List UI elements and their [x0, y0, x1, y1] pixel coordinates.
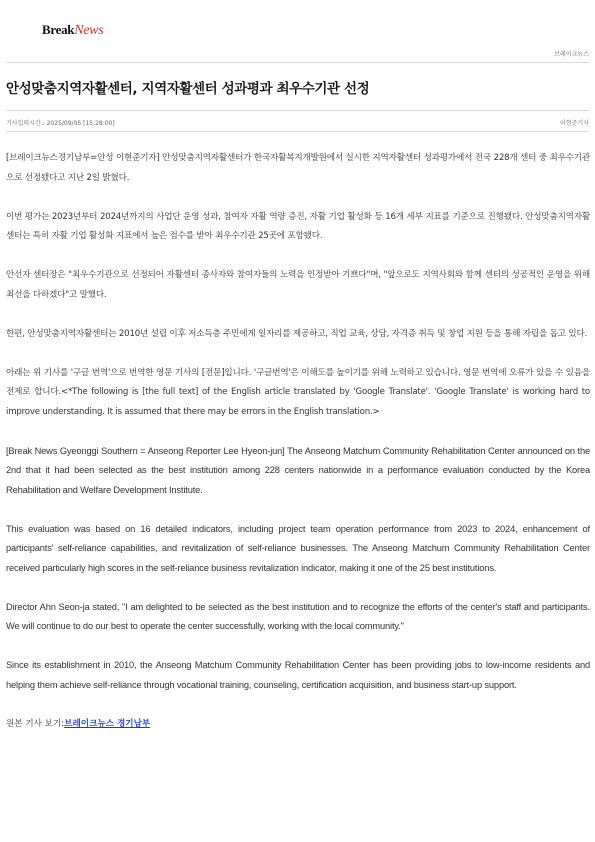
header-divider — [6, 62, 589, 63]
logo-break-text: Break — [42, 22, 75, 37]
paragraph-en-4: Since its establishment in 2010, the Anseong Matchum Community Rehabilitation Center has been providing jobs to low-income residents and helping them achieve self-reliance through vocational training, counseling, certification acquisition, and business start-up support. — [6, 660, 590, 690]
site-name: 브레이크뉴스 — [554, 51, 589, 58]
meta-divider — [6, 131, 589, 132]
paragraph-ko-4: 한편, 안성맞춤지역자활센터는 2010년 설립 이후 저소득층 주민에게 일자리를 제공하고, 직업 교육, 상담, 자격증 취득 및 창업 지원 등을 통해 자립을 돕고 있다. — [6, 328, 588, 339]
source-prefix: 원본 기사 보기: — [6, 718, 65, 729]
paragraph-en-1: [Break News Gyeonggi Southern = Anseong Reporter Lee Hyeon-jun] The Anseong Matchum Community Rehabilitation Center announced on the 2nd that it had been selected as the best institution among 228 centers nationwide in a performance evaluation conducted by the Korea Rehabilitation and Welfare Development Institute. — [6, 445, 590, 495]
paragraph-ko-2: 이번 평가는 2023년부터 2024년까지의 사업단 운영 성과, 참여자 자활 역량 증진, 자활 기업 활성화 등 16개 세부 지표를 기준으로 진행됐다. 안성맞춤지역자활센터는 특히 자활 기업 활성화 지표에서 높은 점수를 받아 최우수기관 25곳에 포함됐다. — [6, 211, 590, 241]
title-divider — [6, 110, 589, 111]
paragraph-ko-1: [브레이크뉴스경기남부=안성 이현준기자] 안성맞춤지역자활센터가 한국자활복지개발원에서 실시한 지역자활센터 성과평가에서 전국 228개 센터 중 최우수기관으로 선정됐다고 지난 2일 밝혔다. — [6, 153, 590, 183]
translation-notice: 아래는 위 기사를 '구글 번역'으로 번역한 영문 기사의 [전문]입니다. '구글번역'은 이해도를 높이기를 위해 노력하고 있습니다. 영문 번역에 오류가 있을 수 있음을 전제로 합니다.<*The following is [the full text] of the English article translated by 'Google Translate'. 'Google Translate' is working hard to improve understanding. It is assumed that there may be errors in the English translation.> — [6, 367, 590, 417]
logo-news-text: News — [74, 23, 104, 38]
paragraph-en-2: This evaluation was based on 16 detailed indicators, including project team operation performance from 2023 to 2024, enhancement of participants' self-reliance capabilities, and revitalization of self-reliance businesses. The Anseong Matchum Community Rehabilitation Center received particularly high scores in the self-reliance business revitalization indicator, making it one of the 25 best institutions. — [6, 523, 590, 573]
article-title: 안성맞춤지역자활센터, 지역자활센터 성과평과 최우수기관 선정 — [6, 81, 370, 97]
article-timestamp: 기사입력시간 : 2025/09/05 [15:28:00] — [6, 120, 115, 127]
article-body — [6, 149, 590, 734]
site-logo[interactable] — [42, 22, 103, 39]
source-line — [6, 715, 590, 735]
paragraph-en-3: Director Ahn Seon-ja stated, "I am delighted to be selected as the best institution and to recognize the efforts of the center's staff and participants. We will continue to do our best to operate the center successfully, working with the local community." — [6, 601, 590, 631]
source-link[interactable]: 브레이크뉴스 경기남부 — [64, 718, 151, 729]
paragraph-ko-3: 안선자 센터장은 "최우수기관으로 선정되어 자활센터 종사자와 참여자들의 노력을 인정받아 기쁘다"며, "앞으로도 지역사회와 함께 센터의 성공적인 운영을 위해 최선을 다하겠다"고 말했다. — [6, 270, 590, 300]
article-author: 이현준기자 — [560, 120, 589, 127]
